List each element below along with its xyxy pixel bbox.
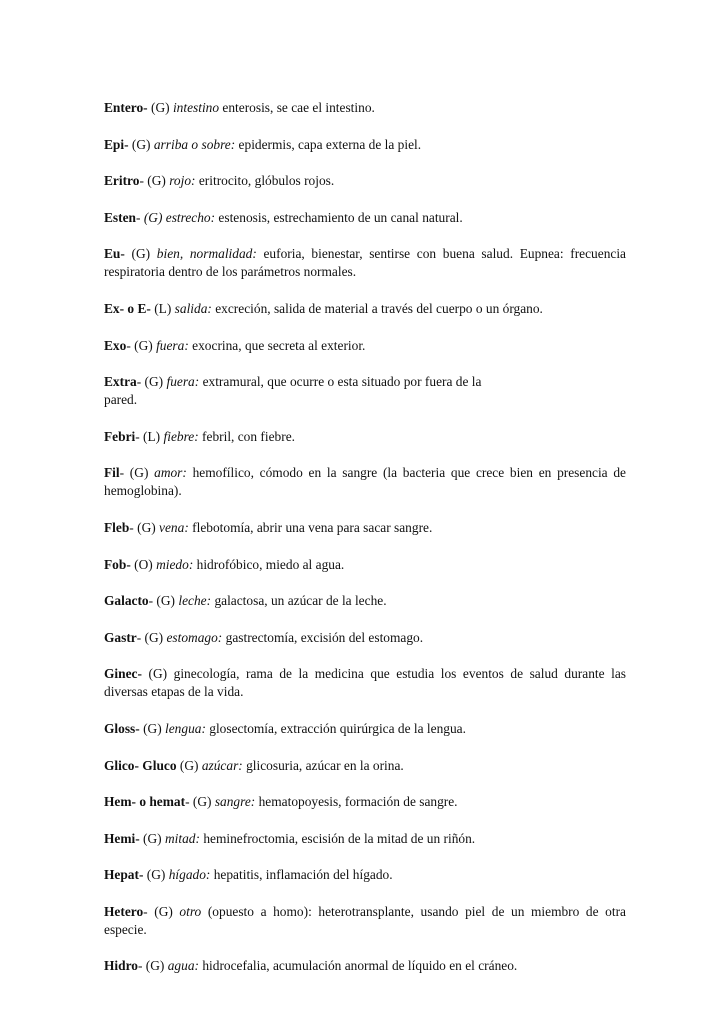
entry-definition: epidermis, capa externa de la piel. — [235, 136, 422, 152]
glossary-entry — [104, 830, 626, 848]
entry-term: Eritro — [104, 173, 140, 189]
entry-term: Fil — [104, 465, 120, 481]
entry-meaning: bien, normalidad: — [156, 246, 257, 262]
entry-definition: hidrofóbico, miedo al agua. — [193, 556, 345, 572]
glossary-entry — [104, 136, 626, 154]
entry-term: Glico- Gluco — [104, 757, 177, 773]
glossary-entry — [104, 665, 626, 701]
entry-definition: heminefroctomia, escisión de la mitad de un riñón. — [199, 830, 476, 846]
entry-definition: excreción, salida de material a través del cuerpo o un órgano. — [211, 300, 543, 316]
entry-origin: (G) — [176, 757, 202, 773]
entry-meaning: agua: — [167, 958, 199, 974]
entry-meaning: estomago: — [166, 629, 223, 645]
entry-meaning: miedo: — [156, 556, 194, 572]
entry-meaning: otro — [179, 903, 202, 919]
entry-term: Ex- o E- — [104, 300, 151, 316]
entry-term: Hem- o hemat — [104, 794, 186, 810]
entry-origin: (G) — [128, 136, 154, 152]
entry-origin: (G) — [147, 100, 173, 115]
entry-meaning: fuera: — [156, 337, 189, 353]
entry-definition: galactosa, un azúcar de la leche. — [211, 593, 387, 609]
entry-definition: (G) ginecología, rama de la medicina que estudia los eventos de salud durante las diversas etapas de la vida. — [104, 666, 626, 700]
entry-origin: - (G) — [185, 794, 215, 810]
entry-meaning: salida: — [174, 300, 212, 316]
glossary-entry — [104, 903, 626, 939]
entry-term: Galacto — [104, 593, 149, 609]
glossary-entry — [104, 793, 626, 811]
entry-definition: gastrectomía, excisión del estomago. — [222, 629, 424, 645]
entry-origin: - (G) — [136, 374, 167, 390]
entry-origin: - (G) — [143, 903, 180, 919]
glossary-entry — [104, 866, 626, 884]
entry-definition: hemofílico, cómodo en la sangre (la bacteria que crece bien en presencia de hemoglobina). — [104, 465, 626, 499]
entry-term: Eu- — [104, 246, 125, 262]
entry-definition: hepatitis, inflamación del hígado. — [210, 867, 393, 883]
entry-definition: (opuesto a homo): heterotransplante, usando piel de un miembro de otra especie. — [104, 903, 626, 937]
entry-origin: (G) — [139, 720, 166, 736]
entry-term: Fleb — [104, 519, 130, 535]
entry-meaning: hígado: — [168, 867, 211, 883]
entry-term: Ginec- — [104, 666, 142, 682]
entry-meaning: vena: — [159, 519, 189, 535]
entry-meaning: arriba o sobre: — [153, 136, 236, 152]
entry-meaning: fuera: — [166, 374, 200, 390]
entry-definition: glosectomía, extracción quirúrgica de la lengua. — [205, 720, 466, 736]
entry-origin: - (G) — [136, 629, 167, 645]
entry-definition: eritrocito, glóbulos rojos. — [195, 173, 335, 189]
entry-definition: euforia, bienestar, sentirse con buena salud. Eupnea: frecuencia respiratoria dentro de los parámetros normales. — [104, 246, 627, 280]
glossary-entry — [104, 556, 626, 574]
entry-origin: - (G) — [126, 337, 157, 353]
glossary-entry — [104, 629, 626, 647]
glossary-entry — [104, 757, 626, 775]
entry-origin: - (L) — [135, 428, 164, 444]
entry-origin: (O) — [130, 556, 157, 572]
entry-term: Hetero — [104, 903, 144, 919]
entry-meaning: sangre: — [214, 794, 256, 810]
glossary-entry — [104, 99, 626, 117]
entry-term: Hemi- — [104, 830, 140, 846]
entry-term: Hidro — [104, 958, 138, 974]
entry-origin: - — [136, 209, 144, 225]
glossary-entry — [104, 957, 626, 975]
entry-term: Gastr — [104, 629, 137, 645]
glossary-entry — [104, 300, 626, 318]
entry-origin: - (G) — [137, 958, 168, 974]
entry-meaning: leche: — [178, 593, 212, 609]
entry-term: Entero- — [104, 100, 148, 115]
entry-meaning: rojo: — [169, 173, 196, 189]
entry-term: Febri — [104, 428, 136, 444]
glossary-entry — [104, 720, 626, 738]
entry-definition: glicosuria, azúcar en la orina. — [242, 757, 404, 773]
entry-origin: - (G) — [119, 465, 155, 481]
entry-term: Exo — [104, 337, 127, 353]
entry-meaning: (G) estrecho: — [143, 209, 216, 225]
glossary-content — [104, 99, 626, 994]
entry-term: Esten — [104, 209, 136, 225]
glossary-entry — [104, 337, 626, 355]
glossary-entry — [104, 172, 626, 190]
entry-term: Extra — [104, 374, 137, 390]
entry-origin: (G) — [124, 246, 157, 262]
glossary-entry — [104, 373, 626, 409]
entry-meaning: azúcar: — [201, 757, 243, 773]
entry-meaning: mitad: — [165, 830, 200, 846]
entry-origin: (L) — [150, 300, 175, 316]
entry-term: Hepat- — [104, 867, 144, 883]
entry-origin: - (G) — [129, 519, 160, 535]
entry-term: Epi- — [104, 136, 129, 152]
glossary-entry — [104, 209, 626, 227]
entry-definition-continued: pared. — [104, 392, 138, 408]
entry-definition: hematopoyesis, formación de sangre. — [255, 794, 458, 810]
entry-definition: extramural, que ocurre o esta situado por fuera de la — [199, 374, 482, 390]
entry-first-line — [104, 373, 524, 391]
glossary-entry — [104, 245, 626, 281]
glossary-entry — [104, 519, 626, 537]
glossary-entry — [104, 592, 626, 610]
entry-definition: flebotomía, abrir una vena para sacar sangre. — [188, 519, 433, 535]
entry-origin: - (G) — [139, 173, 170, 189]
entry-definition: enterosis, se cae el intestino. — [219, 100, 375, 115]
glossary-entry — [104, 428, 626, 446]
entry-definition: hidrocefalia, acumulación anormal de líquido en el cráneo. — [198, 958, 518, 974]
entry-meaning: amor: — [154, 465, 187, 481]
entry-term: Gloss- — [104, 720, 140, 736]
entry-origin: (G) — [143, 867, 169, 883]
entry-origin: - (G) — [148, 593, 179, 609]
entry-definition: febril, con fiebre. — [198, 428, 295, 444]
glossary-entry — [104, 464, 626, 500]
entry-meaning: fiebre: — [163, 428, 199, 444]
entry-definition: exocrina, que secreta al exterior. — [188, 337, 366, 353]
entry-meaning: intestino — [172, 100, 220, 115]
entry-meaning: lengua: — [165, 720, 206, 736]
entry-definition: estenosis, estrechamiento de un canal natural. — [215, 209, 463, 225]
entry-term: Fob- — [104, 556, 131, 572]
entry-origin: (G) — [139, 830, 165, 846]
